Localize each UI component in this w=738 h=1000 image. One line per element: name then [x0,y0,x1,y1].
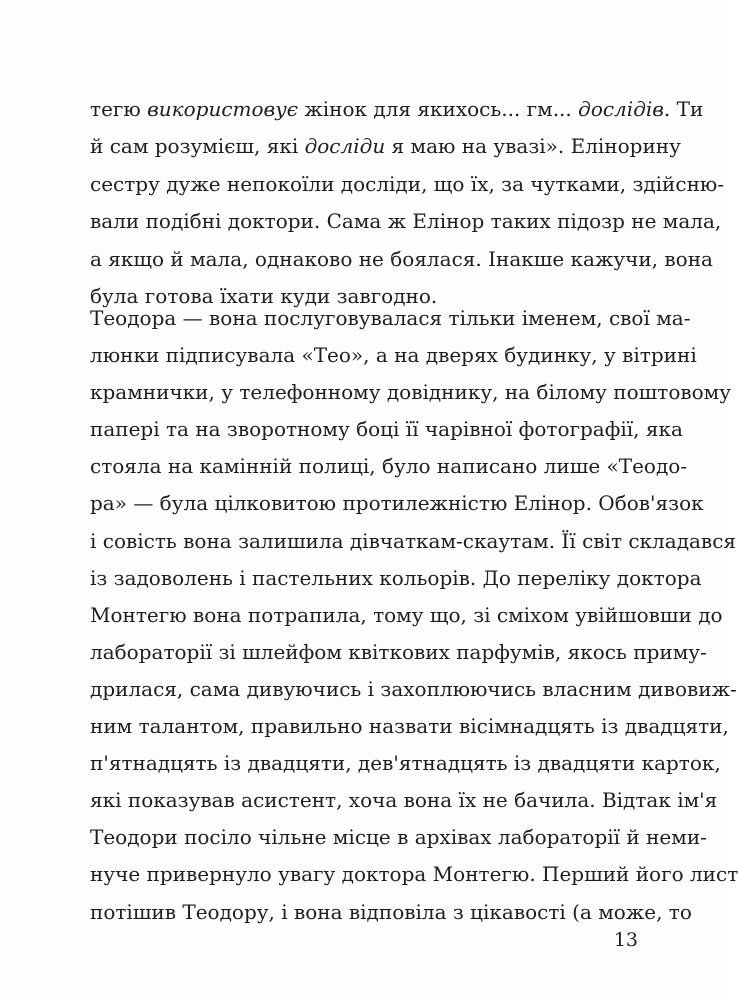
text-line: вали подібні доктори. Сама ж Елінор таких підозр не мала, [90,209,722,234]
text-line: папері та на зворотному боці її чарівної фотографії, яка [90,417,683,442]
text-line: нуче привернуло увагу доктора Монтегю. Перший його лист [90,862,738,887]
text-line: із задоволень і пастельних кольорів. До переліку доктора [90,565,702,590]
italic-text: дослідів. [578,97,671,121]
page-number: 13 [613,929,638,951]
paragraph [90,300,738,931]
text-line: дрилася, сама дивуючись і захоплюючись власним дивовиж- [90,676,737,701]
italic-text: досліди [304,134,386,159]
paragraph [90,91,725,315]
text-line: які показував асистент, хоча вона їх не бачила. Відтак ім'я [90,788,718,813]
text-line: потішив Теодору, і вона відповіла з цікавості (а може, то [90,899,692,924]
text-line: ним талантом, правильно назвати вісімнадцять із двадцяти, [90,714,729,739]
text-line: була готова їхати куди завгодно. [90,283,438,308]
text-line: сестру дуже непокоїли досліди, що їх, за чутками, здійсню- [90,171,725,196]
text-line: Теодори посіло чільне місце в архівах лабораторії й неми- [90,825,707,850]
text-line: люнки підписувала «Тео», а на дверях будинку, у вітрині [90,343,697,368]
text-line: і совість вона залишила дівчаткам-скаутам. Її світ складався [90,528,737,553]
text-line: а якщо й мала, однаково не боялася. Інакше кажучи, вона [90,246,713,271]
text-line: й сам розумієш, які досліди я маю на увазі». Елінорину [90,134,681,159]
text-line: п'ятнадцять із двадцяти, дев'ятнадцять із двадцяти карток, [90,751,721,776]
text-line: крамнички, у телефонному довіднику, на білому поштовому [90,380,731,405]
text-line: тегю використовує жінок для якихось... гм... дослідів. Ти [90,97,704,121]
italic-text: використовує [147,97,298,121]
text-line: лабораторії зі шлейфом квіткових парфумів, якось приму- [90,639,707,664]
text-line: Монтегю вона потрапила, тому що, зі сміхом увійшовши до [90,602,723,627]
text-line: Теодора — вона послуговувалася тільки іменем, свої ма- [90,306,691,330]
text-line: стояла на камінній полиці, було написано лише «Теодо- [90,454,688,479]
text-line: ра» — була цілковитою протилежністю Елінор. Обов'язок [90,491,704,516]
